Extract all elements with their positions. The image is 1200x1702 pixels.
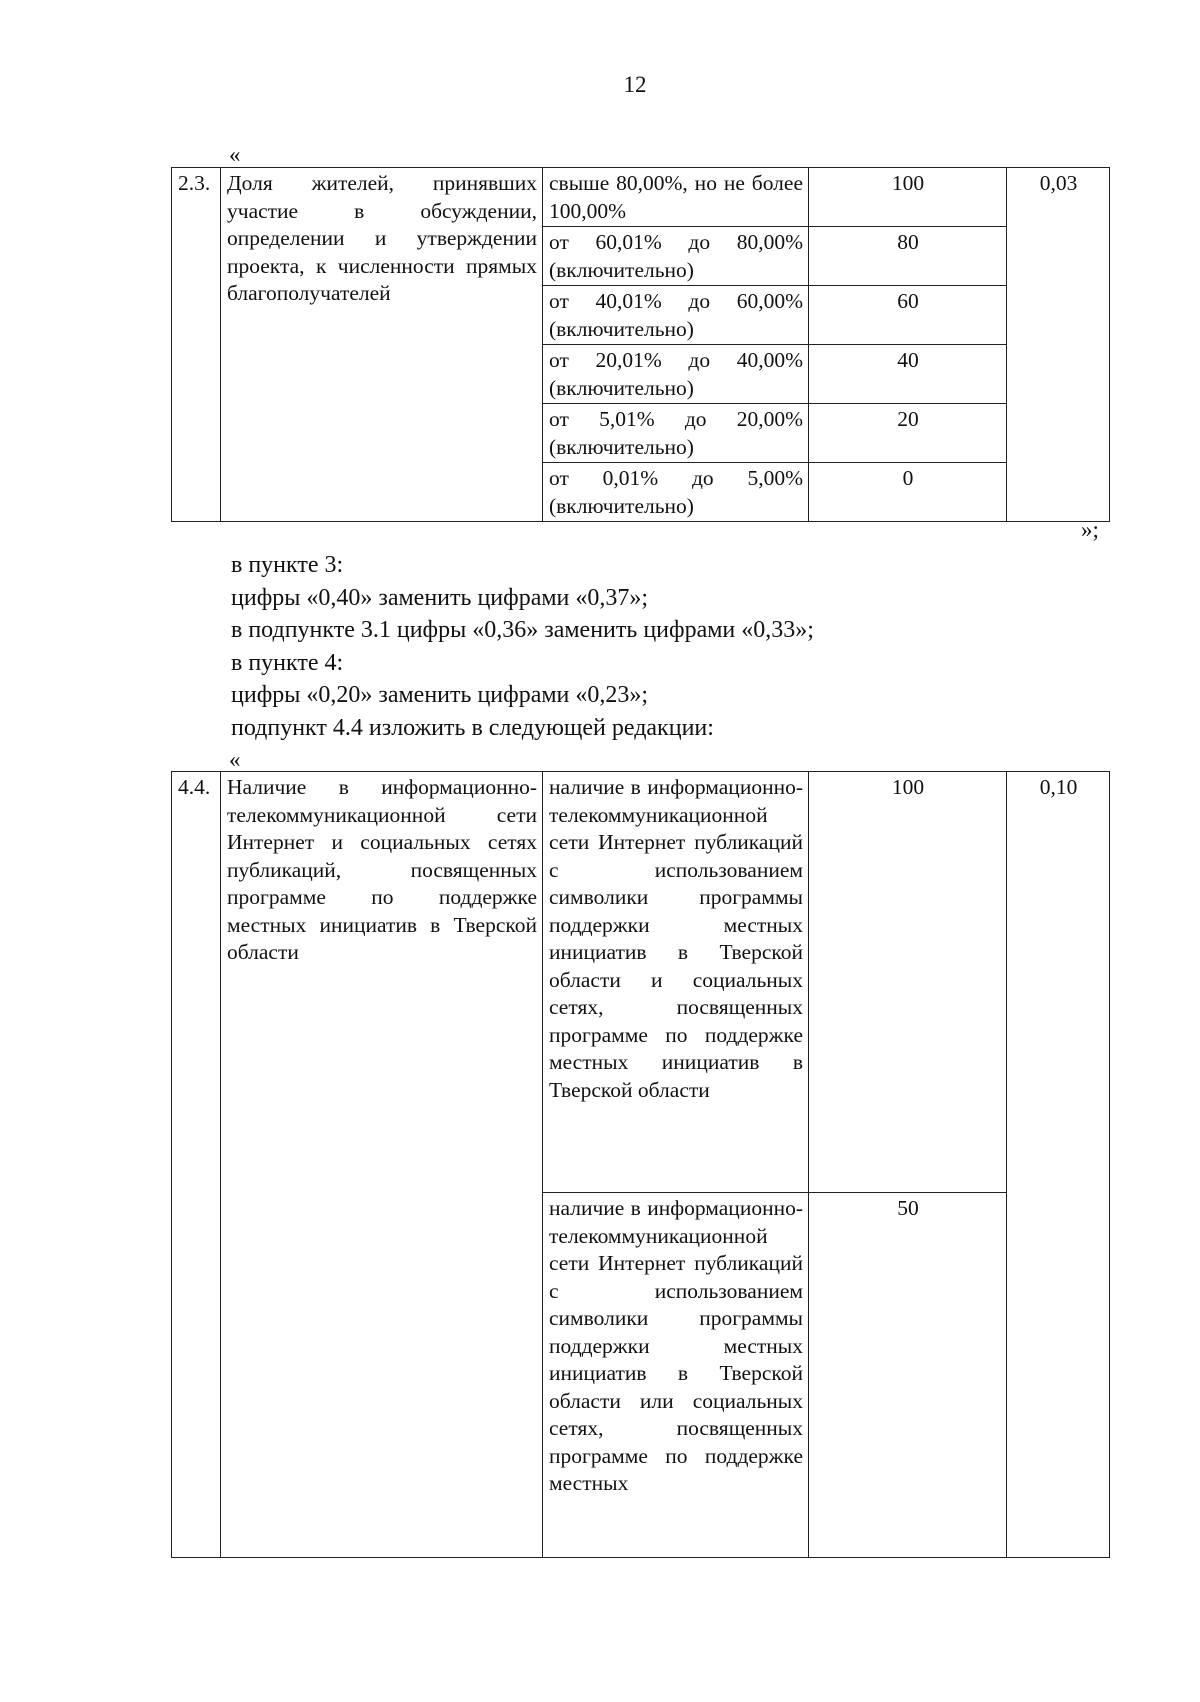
amendment-line: подпункт 4.4 изложить в следующей редакции: [231,714,714,741]
condition-cell: наличие в информационно-телекоммуникационной сети Интернет публикаций с использованием символики программы поддержки местных инициатив в Тверской области или социальных сетях, посвященных программе по поддержке местных [543,1193,809,1558]
amendment-line: в пункте 3: [231,552,344,578]
condition-cell: от 40,01% до 60,00% (включительно) [543,286,809,345]
condition-cell: свыше 80,00%, но не более 100,00% [543,168,809,227]
quote-open-mark: « [229,747,241,772]
criterion-number: 2.3. [172,168,221,522]
amendment-line: цифры «0,20» заменить цифрами «0,23»; [231,682,649,708]
quote-open-mark: « [229,142,241,167]
condition-cell: от 60,01% до 80,00% (включительно) [543,227,809,286]
condition-cell: от 0,01% до 5,00% (включительно) [543,463,809,522]
amendment-line: в подпункте 3.1 цифры «0,36» заменить цифрами «0,33»; [231,617,814,643]
quote-close-mark: »; [1081,517,1099,542]
weight-cell: 0,10 [1007,772,1110,1558]
score-cell: 100 [809,168,1007,227]
criterion-text: Наличие в информационно-телекоммуникационной сети Интернет и социальных сетях публикаций, посвященных программе по поддержке местных инициатив в Тверской области [221,772,543,1558]
criteria-table-4-4 [171,771,1110,1558]
condition-cell: от 5,01% до 20,00% (включительно) [543,404,809,463]
score-cell: 50 [809,1193,1007,1558]
weight-cell: 0,03 [1007,168,1110,522]
criterion-number: 4.4. [172,772,221,1558]
condition-cell: наличие в информационно-телекоммуникационной сети Интернет публикаций с использованием символики программы поддержки местных инициатив в Тверской области и социальных сетях, посвященных программе по поддержке местных инициатив в Тверской области [543,772,809,1193]
page-number: 12 [623,72,647,97]
score-cell: 0 [809,463,1007,522]
criteria-table-2-3 [171,167,1110,522]
score-cell: 40 [809,345,1007,404]
score-cell: 100 [809,772,1007,1193]
score-cell: 60 [809,286,1007,345]
amendment-line: цифры «0,40» заменить цифрами «0,37»; [231,584,649,611]
amendment-text [231,549,814,744]
score-cell: 80 [809,227,1007,286]
criterion-text: Доля жителей, принявших участие в обсуждении, определении и утверждении проекта, к численности прямых благополучателей [221,168,543,522]
condition-cell: от 20,01% до 40,00% (включительно) [543,345,809,404]
amendment-line: в пункте 4: [231,649,344,676]
score-cell: 20 [809,404,1007,463]
